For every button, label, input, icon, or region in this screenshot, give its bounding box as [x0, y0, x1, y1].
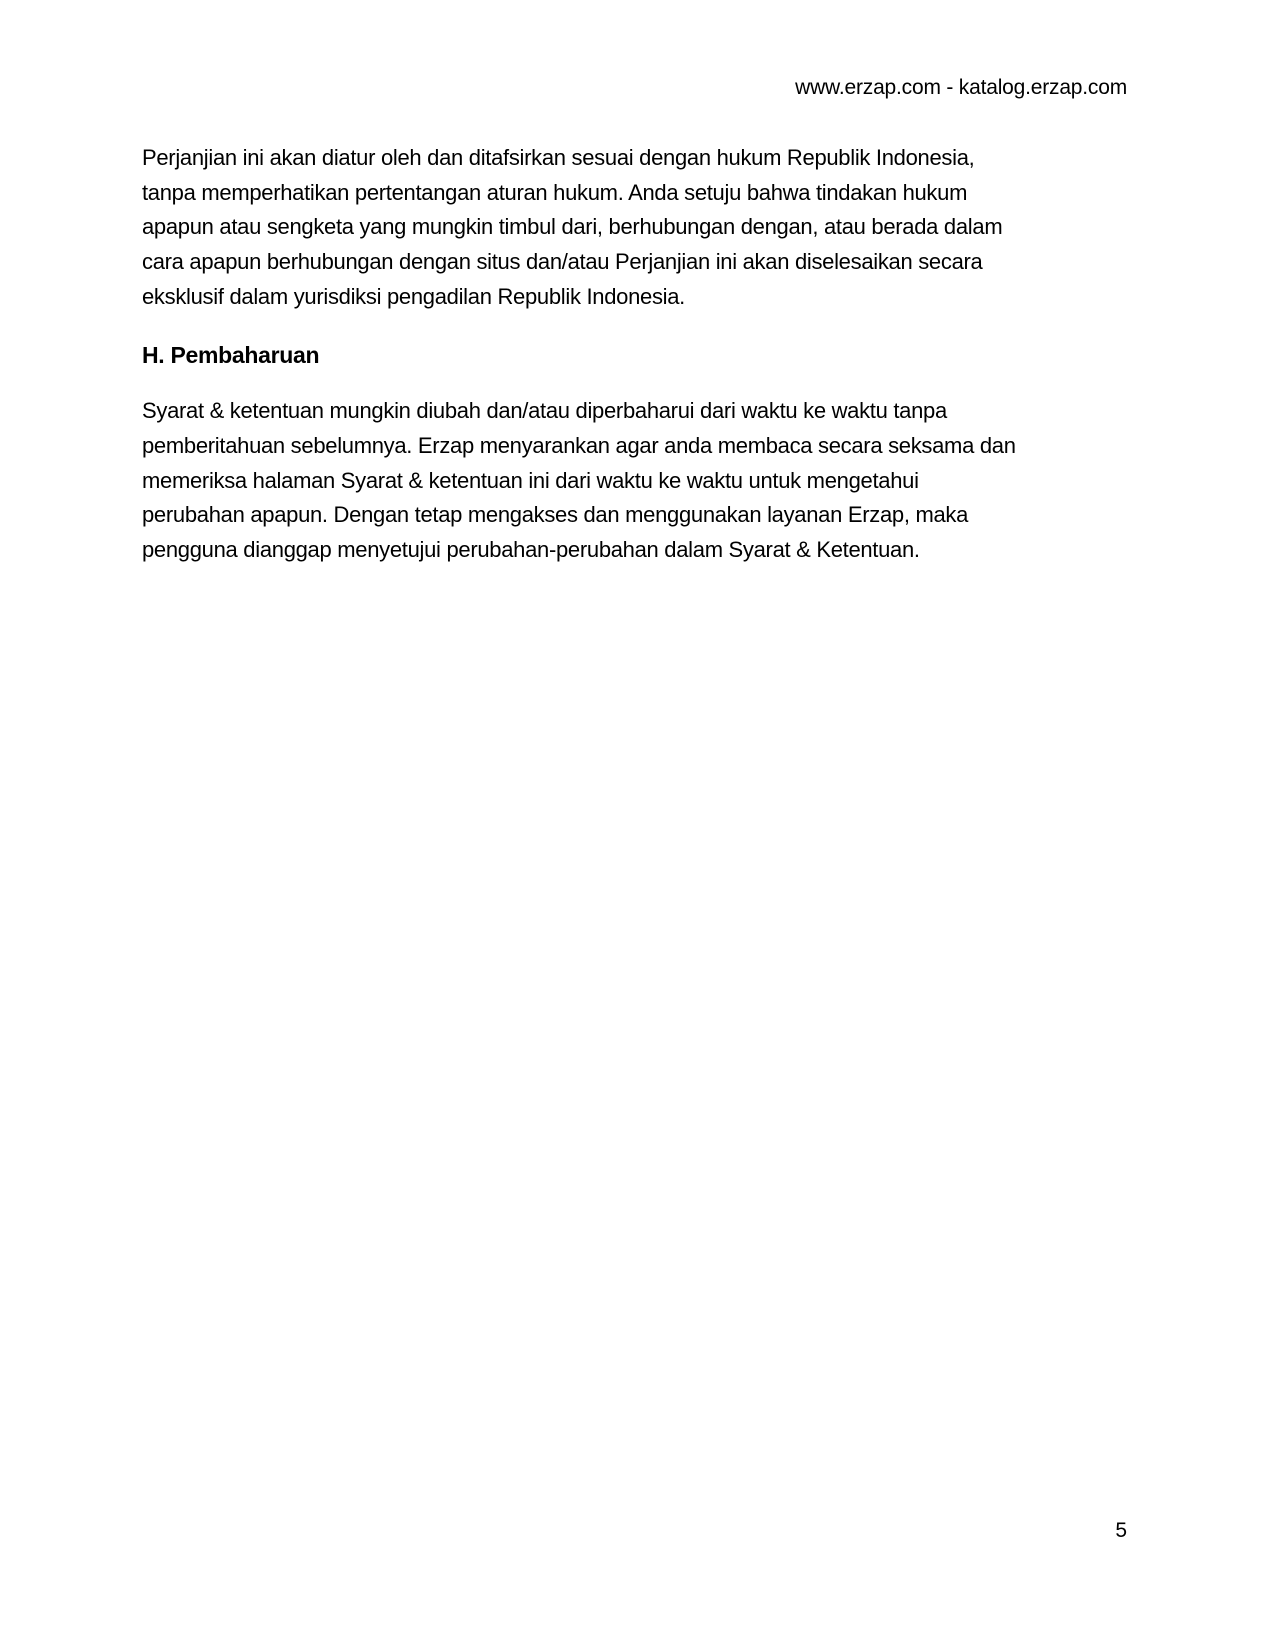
- text-line: pengguna dianggap menyetujui perubahan-perubahan dalam Syarat & Ketentuan.: [142, 537, 920, 563]
- section-heading-pembaharuan: H. Pembaharuan: [142, 341, 320, 368]
- text-line: Perjanjian ini akan diatur oleh dan ditafsirkan sesuai dengan hukum Republik Indonesia,: [142, 145, 975, 170]
- paragraph-jurisdiction: [142, 141, 1134, 315]
- text-line: pemberitahuan sebelumnya. Erzap menyarankan agar anda membaca secara seksama dan: [142, 432, 1016, 458]
- text-line: memeriksa halaman Syarat & ketentuan ini dari waktu ke waktu untuk mengetahui: [142, 467, 919, 493]
- text-line: perubahan apapun. Dengan tetap mengakses dan menggunakan layanan Erzap, maka: [142, 502, 969, 528]
- page-number: 5: [1115, 1519, 1127, 1542]
- header-url: www.erzap.com - katalog.erzap.com: [795, 76, 1127, 99]
- document-body: [142, 141, 1134, 568]
- paragraph-pembaharuan: [142, 394, 1134, 568]
- text-line: cara apapun berhubungan dengan situs dan/atau Perjanjian ini akan diselesaikan secara: [142, 249, 983, 275]
- text-line: Syarat & ketentuan mungkin diubah dan/atau diperbaharui dari waktu ke waktu tanpa: [142, 398, 947, 424]
- text-line: apapun atau sengketa yang mungkin timbul dari, berhubungan dengan, atau berada dalam: [142, 214, 1003, 240]
- text-line: tanpa memperhatikan pertentangan aturan hukum. Anda setuju bahwa tindakan hukum: [142, 179, 968, 205]
- text-line: eksklusif dalam yurisdiksi pengadilan Republik Indonesia.: [142, 283, 685, 309]
